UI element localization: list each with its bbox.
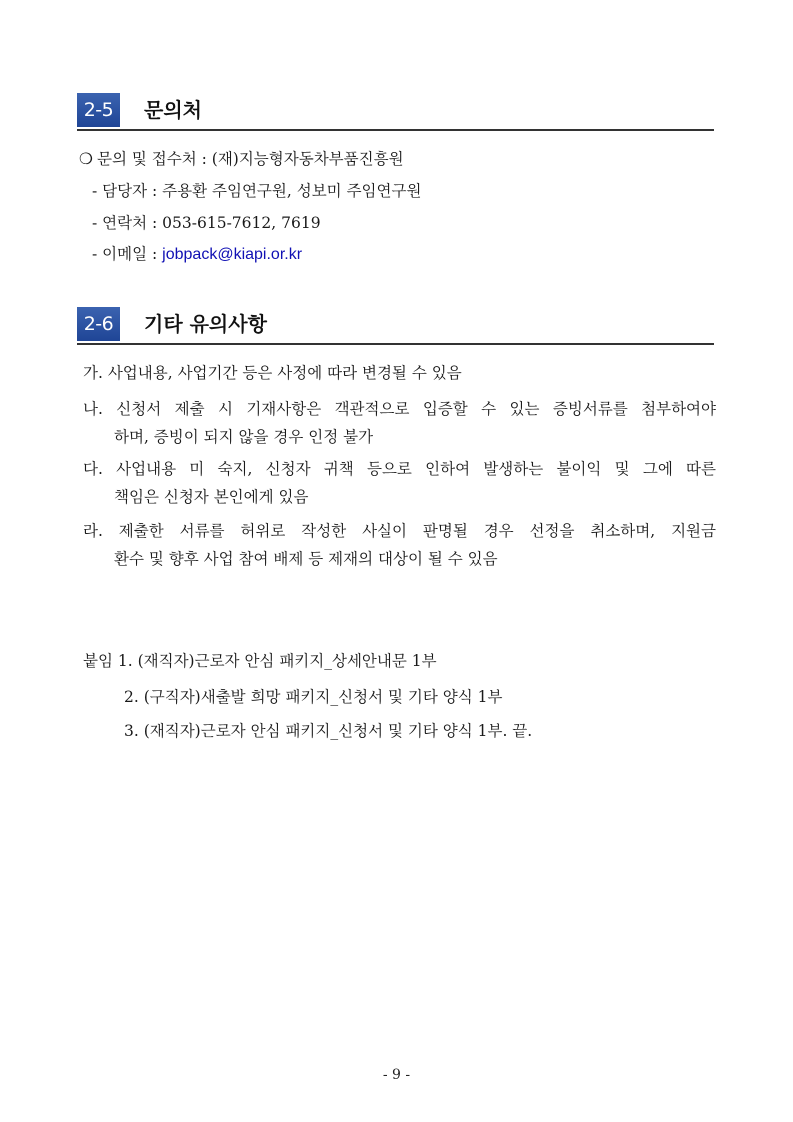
manager-line: - 담당자 : 주용환 주임연구원, 성보미 주임연구원	[92, 182, 422, 200]
section-number-badge: 2-5	[77, 93, 120, 127]
notice-item-ra: 라. 제출한 서류를 허위로 작성한 사실이 판명될 경우 선정을 취소하며, 지원금	[83, 522, 716, 540]
email-label: - 이메일 :	[92, 245, 163, 263]
notice-item-na-cont: 하며, 증빙이 되지 않을 경우 인정 불가	[114, 428, 374, 446]
notice-item-da: 다. 사업내용 미 숙지, 신청자 귀책 등으로 인하여 발생하는 불이익 및 그에 따른	[83, 460, 716, 478]
section-heading-2-6	[77, 307, 714, 345]
contact-line	[79, 148, 404, 170]
phone-line: - 연락처 : 053-615-7612, 7619	[92, 214, 321, 232]
notice-item-da-cont: 책임은 신청자 본인에게 있음	[114, 488, 309, 506]
section-title: 문의처	[144, 98, 202, 122]
section-number-badge: 2-6	[77, 307, 120, 341]
contact-text: 문의 및 접수처 : (재)지능형자동차부품진흥원	[97, 150, 404, 168]
notice-item-ra-cont: 환수 및 향후 사업 참여 배제 등 제재의 대상이 될 수 있음	[114, 550, 498, 568]
email-address: jobpack@kiapi.or.kr	[162, 246, 303, 263]
notice-item-na: 나. 신청서 제출 시 기재사항은 객관적으로 입증할 수 있는 증빙서류를 첨부하여야	[83, 400, 716, 418]
email-line	[92, 243, 302, 266]
section-title: 기타 유의사항	[144, 312, 267, 336]
attachment-item-1: 붙임 1. (재직자)근로자 안심 패키지_상세안내문 1부	[83, 652, 437, 670]
attachment-item-2: 2. (구직자)새출발 희망 패키지_신청서 및 기타 양식 1부	[124, 688, 503, 706]
section-heading-2-5	[77, 93, 714, 131]
page-number: - 9 -	[382, 1067, 411, 1083]
notice-item-ga: 가. 사업내용, 사업기간 등은 사정에 따라 변경될 수 있음	[83, 364, 462, 382]
attachment-item-3: 3. (재직자)근로자 안심 패키지_신청서 및 기타 양식 1부. 끝.	[124, 722, 533, 740]
circle-bullet-icon: ❍	[79, 150, 93, 168]
